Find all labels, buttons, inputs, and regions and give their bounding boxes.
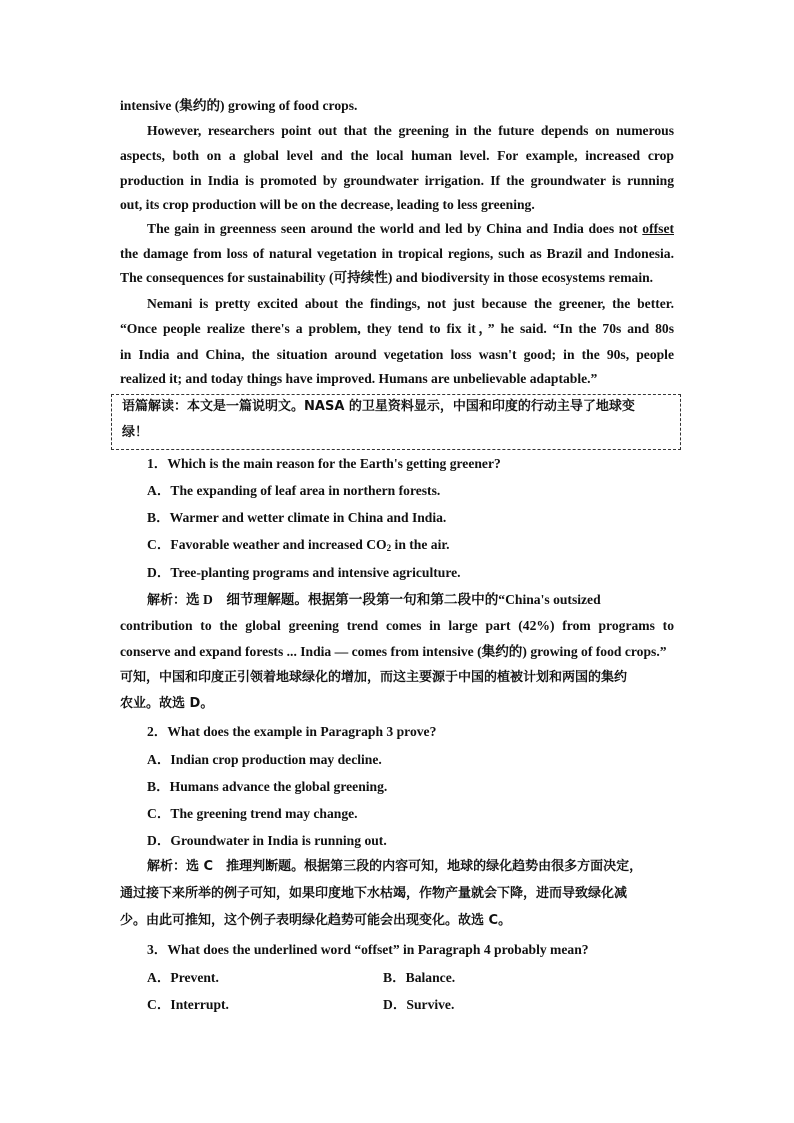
passage-line: However, researchers point out that the greening in the future depends on numerous — [147, 123, 674, 138]
passage-text: The gain in greenness seen around the world and led by China and India does not — [147, 221, 643, 236]
passage-line: out, its crop production will be on the decrease, leading to less greening. — [120, 197, 535, 212]
question-stem: 3．What does the underlined word “offset” in Paragraph 4 probably mean? — [147, 942, 589, 957]
underlined-word-offset: offset — [642, 221, 674, 236]
option-d: D．Survive. — [383, 997, 455, 1012]
passage-line — [147, 220, 674, 238]
option-c-text: in the air. — [391, 537, 450, 552]
option-b: B．Balance. — [383, 970, 456, 985]
explanation-line: 可知，中国和印度正引领着地球绿化的增加，而这主要源于中国的植被计划和两国的集约 — [120, 670, 628, 685]
question-stem: 1．Which is the main reason for the Earth's getting greener? — [147, 456, 501, 471]
option-c-text: C．Favorable weather and increased CO — [147, 537, 387, 552]
option-c — [147, 536, 674, 557]
option-d: D．Tree-planting programs and intensive agriculture. — [147, 565, 461, 580]
summary-line — [122, 398, 678, 416]
passage-line: Nemani is pretty excited about the findings, not just because the greener, the better. — [147, 296, 674, 311]
explanation-line: 少。由此可推知，这个例子表明绿化趋势可能会出现变化。故选 C。 — [120, 913, 512, 928]
passage-line: in India and China, the situation around vegetation loss wasn't good; in the 90s, people — [120, 347, 674, 362]
option-d: D．Groundwater in India is running out. — [147, 833, 387, 848]
passage-line: The consequences for sustainability (可持续性) and biodiversity in those ecosystems remain. — [120, 270, 654, 285]
summary-line: 绿！ — [122, 425, 149, 440]
summary-label: 语篇解读： — [122, 399, 188, 414]
explanation-line — [147, 591, 674, 610]
option-b: B．Humans advance the global greening. — [147, 779, 388, 794]
question-stem: 2．What does the example in Paragraph 3 prove? — [147, 724, 437, 739]
subscript: 2 — [386, 543, 392, 553]
explanation-label: 解析： — [147, 859, 187, 874]
option-c: C．Interrupt. — [147, 997, 229, 1012]
passage-line: the damage from loss of natural vegetation in tropical regions, such as Brazil and Indonesia. — [120, 246, 674, 261]
explanation-text: 选 C 推理判断题。根据第三段的内容可知，地球的绿化趋势由很多方面决定， — [186, 859, 643, 874]
summary-text: 本文是一篇说明文。NASA 的卫星资料显示，中国和印度的行动主导了地球变 — [187, 399, 635, 414]
explanation-label: 解析： — [147, 593, 187, 608]
option-b: B．Warmer and wetter climate in China and India. — [147, 510, 447, 525]
option-a: A．Indian crop production may decline. — [147, 752, 382, 767]
passage-line: production in India is promoted by groundwater irrigation. If the groundwater is running — [120, 173, 674, 188]
option-a: A．Prevent. — [147, 970, 219, 985]
passage-line: aspects, both on a global level and the local human level. For example, increased crop — [120, 148, 674, 163]
passage-line: intensive (集约的) growing of food crops. — [120, 98, 358, 113]
passage-line: “Once people realize there's a problem, they tend to fix it，” he said. “In the 70s and 80s — [120, 321, 674, 336]
explanation-line: 农业。故选 D。 — [120, 696, 214, 711]
option-a: A．The expanding of leaf area in northern forests. — [147, 483, 441, 498]
explanation-line: contribution to the global greening trend comes in large part (42%) from programs to — [120, 618, 674, 633]
explanation-line — [147, 858, 674, 876]
passage-line: realized it; and today things have improved. Humans are unbelievable adaptable.” — [120, 371, 598, 386]
explanation-line: 通过接下来所举的例子可知，如果印度地下水枯竭，作物产量就会下降，进而导致绿化减 — [120, 886, 628, 901]
explanation-line: conserve and expand forests ... India — comes from intensive (集约的) growing of food crops.” — [120, 644, 667, 659]
option-c: C．The greening trend may change. — [147, 806, 358, 821]
explanation-text: 选 D 细节理解题。根据第一段第一句和第二段中的“China's outsized — [186, 592, 601, 607]
